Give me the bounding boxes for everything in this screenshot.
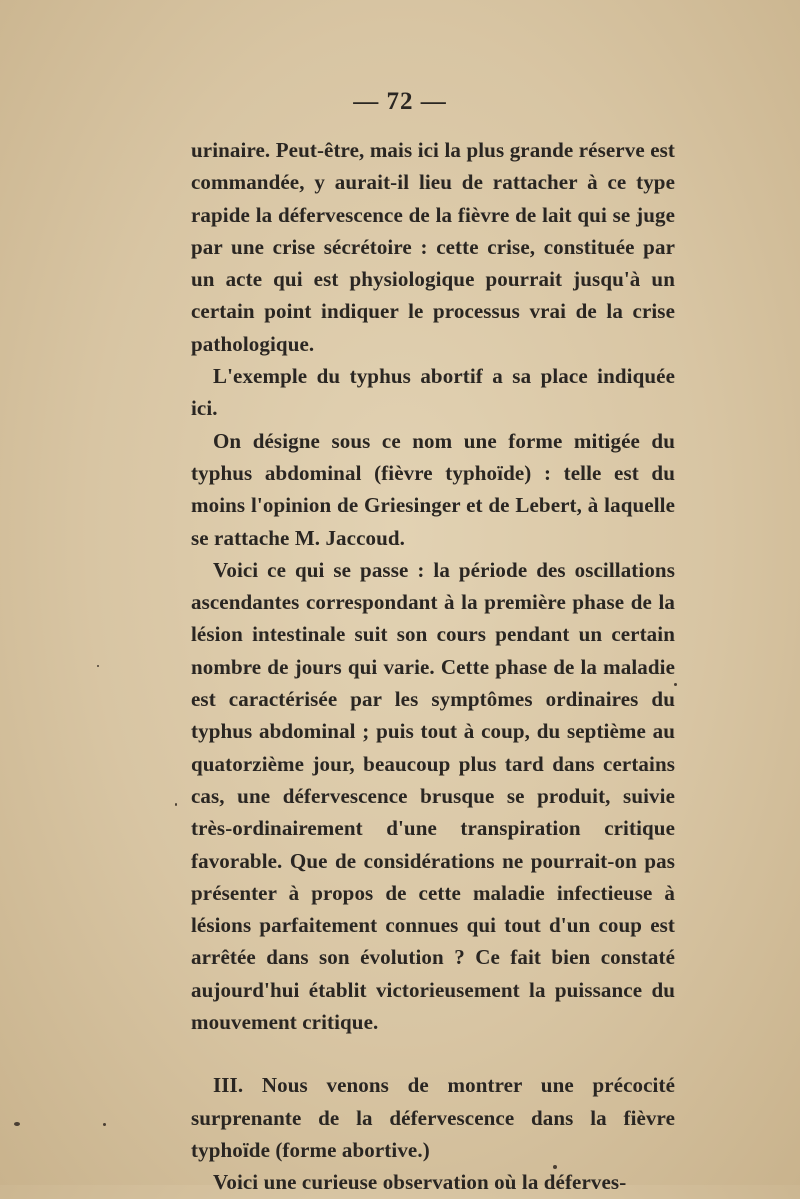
paragraph-1: urinaire. Peut-être, mais ici la plus grande réserve est commandée, y aurait-il lieu de rattacher à ce type rapide la défervescence de la fièvre de lait qui se juge par une crise sécrétoire : cette crise, constituée par un acte qui est physiologique pourrait jusqu'à un certain point indiquer le processus vrai de la crise pathologique. xyxy=(191,138,675,356)
paper-speck xyxy=(103,1123,106,1126)
paper-speck xyxy=(175,803,177,806)
page-number: — 72 — xyxy=(353,88,447,115)
paper-speck xyxy=(97,665,99,667)
paper-speck xyxy=(553,1165,557,1169)
paragraph-2: L'exemple du typhus abortif a sa place indiquée ici. xyxy=(191,364,675,421)
paper-speck xyxy=(14,1122,20,1126)
paper-speck xyxy=(674,683,677,686)
paragraph-4: Voici ce qui se passe : la période des oscillations ascendantes correspondant à la première phase de la lésion intestinale suit son cours pendant un certain nombre de jours qui varie. Cette phase de la maladie est caractérisée par les symptômes ordinaires du typhus abdominal ; puis tout à coup, du septième au quatorzième jour, beaucoup plus tard dans certains cas, une défervescence brusque se produit, suivie très-ordinairement d'une transpiration critique favorable. Que de considérations ne pourrait-on pas présenter à propos de cette maladie infectieuse à lésions parfaitement connues qui tout d'un coup est arrêtée dans son évolution ? Ce fait bien constaté aujourd'hui établit victorieusement la puissance du mouvement critique. xyxy=(191,557,675,1035)
body-text xyxy=(191,134,675,1199)
paragraph-6: Voici une curieuse observation où la déferves- xyxy=(213,1170,627,1195)
paragraph-3: On désigne sous ce nom une forme mitigée du typhus abdominal (fièvre typhoïde) : telle est du moins l'opinion de Griesinger et de Lebert, à laquelle se rattache M. Jaccoud. xyxy=(191,428,675,550)
paragraph-5-section-iii: III. Nous venons de montrer une précocité surprenante de la défervescence dans la fièvre typhoïde (forme abortive.) xyxy=(191,1073,675,1162)
